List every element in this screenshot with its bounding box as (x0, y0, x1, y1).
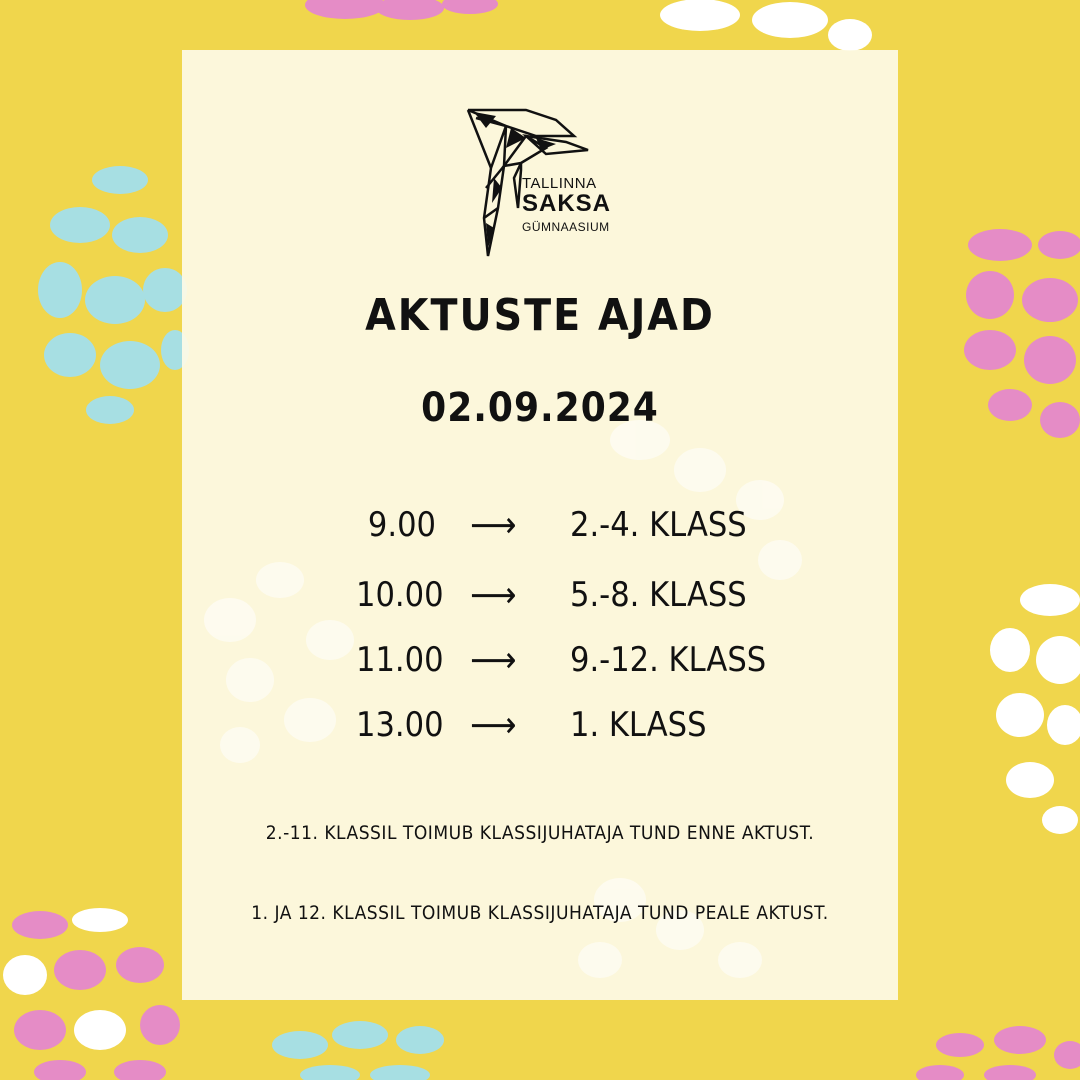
schedule-time: 13.00 (356, 705, 444, 745)
schedule-time: 10.00 (356, 575, 444, 615)
schedule-row (0, 705, 1080, 755)
schedule-class: 1. KLASS (570, 705, 707, 745)
schedule-time: 11.00 (356, 640, 444, 680)
logo-text-line1: TALLINNA (522, 175, 597, 192)
schedule-class: 5.-8. KLASS (570, 575, 747, 615)
arrow-right-icon: ⟶ (470, 640, 517, 681)
arrow-right-icon: ⟶ (470, 705, 517, 746)
note-after: 1. JA 12. KLASSIL TOIMUB KLASSIJUHATAJA TUND PEALE AKTUST. (251, 902, 829, 924)
event-date: 02.09.2024 (421, 385, 659, 431)
logo-text-line3: GÜMNAASIUM (522, 220, 610, 234)
page-title: AKTUSTE AJAD (365, 290, 715, 341)
arrow-right-icon: ⟶ (470, 575, 517, 616)
arrow-right-icon: ⟶ (470, 505, 517, 546)
note-before: 2.-11. KLASSIL TOIMUB KLASSIJUHATAJA TUND ENNE AKTUST. (265, 822, 815, 844)
logo-text-line2: SAKSA (522, 190, 612, 217)
schedule-row (0, 505, 1080, 555)
schedule-class: 9.-12. KLASS (570, 640, 767, 680)
schedule-row (0, 575, 1080, 625)
schedule-time: 9.00 (367, 505, 436, 545)
schedule-class: 2.-4. KLASS (570, 505, 747, 545)
schedule-row (0, 640, 1080, 690)
